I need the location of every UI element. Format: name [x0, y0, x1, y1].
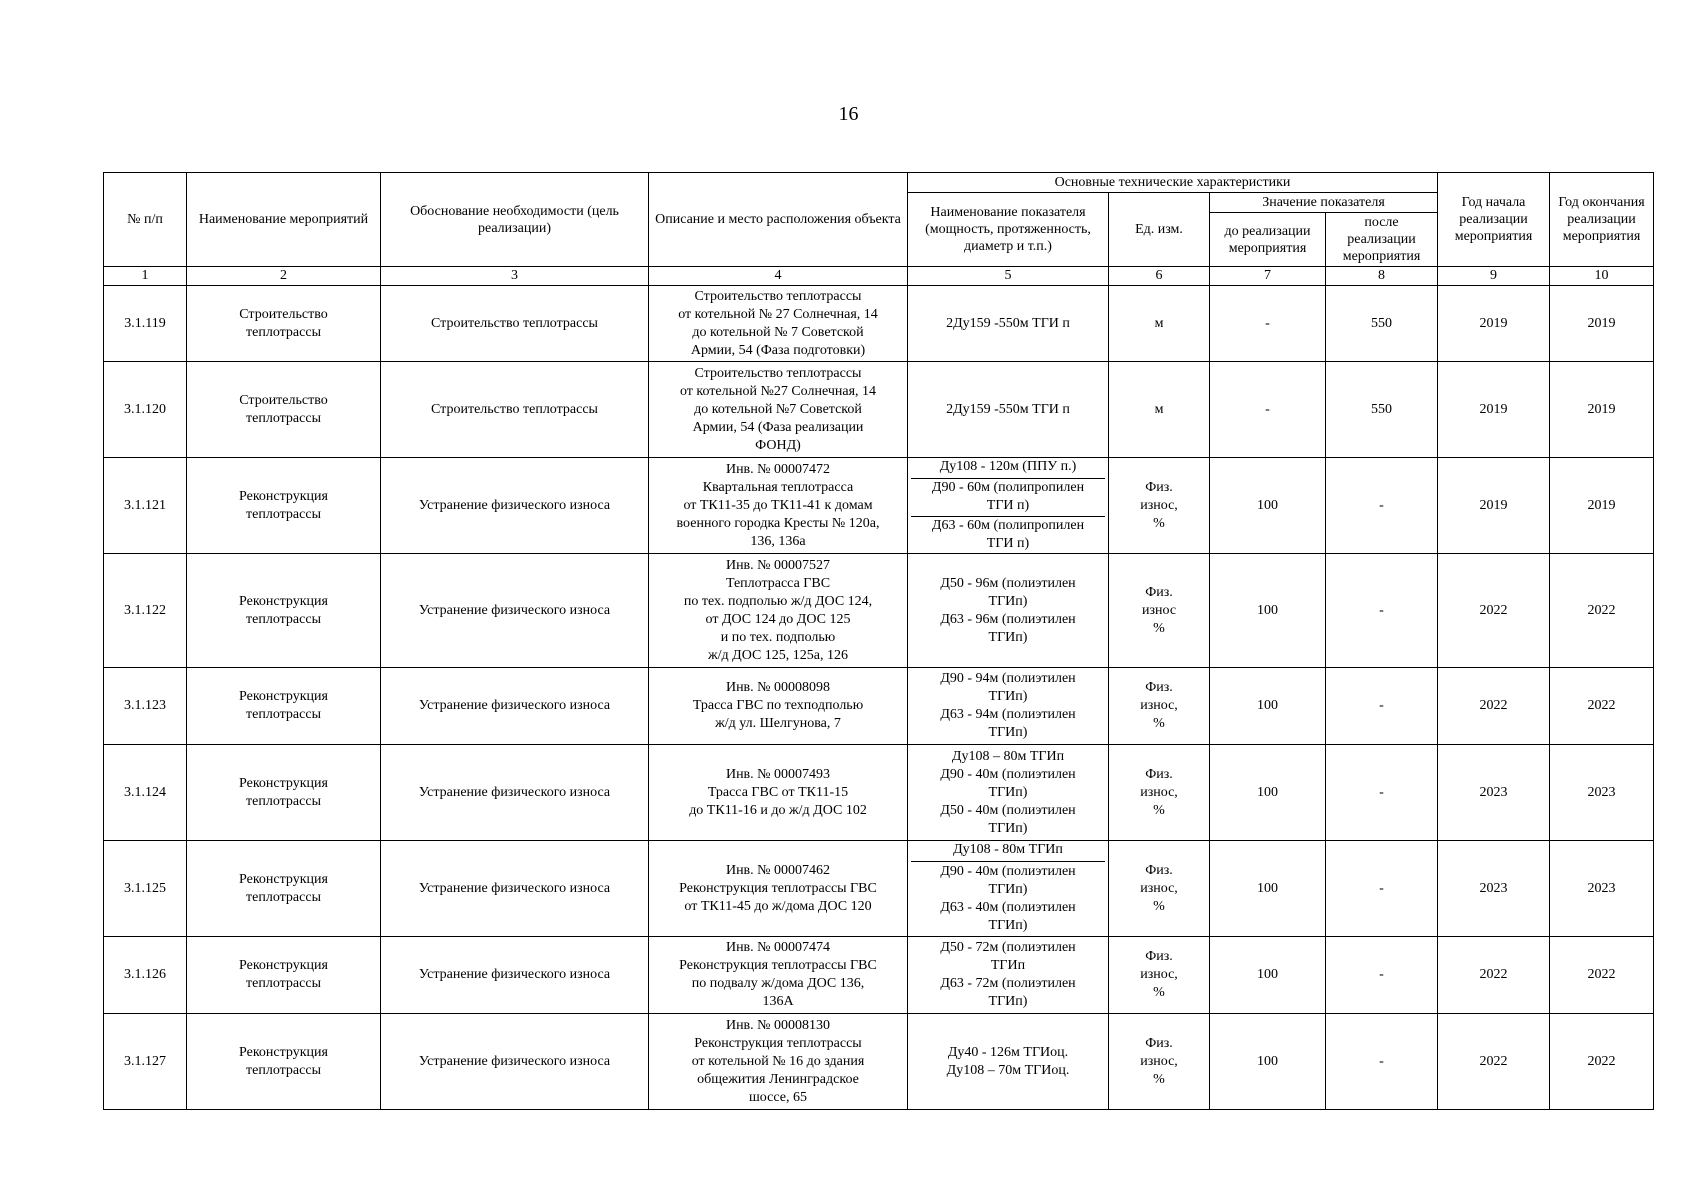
object-description-line: от ДОС 124 до ДОС 125 [705, 611, 851, 627]
param-line: Д63 - 40м (полиэтилен [940, 900, 1076, 915]
unit-line: износ, [1140, 698, 1178, 713]
object-description-line: от котельной № 27 Солнечная, 14 [678, 306, 878, 322]
start-year: 2023 [1438, 841, 1550, 937]
unit-line: % [1153, 515, 1165, 531]
header-reason: Обоснование необходимости (цель реализации) [381, 173, 649, 267]
header-num: № п/п [104, 173, 187, 267]
unit-line: износ, [1140, 880, 1178, 896]
activity-name-line: Реконструкция [239, 871, 328, 887]
object-description-line: Инв. № 00008130 [725, 1017, 831, 1033]
end-year: 2022 [1550, 554, 1654, 668]
object-description [649, 745, 908, 841]
column-number: 2 [187, 267, 381, 286]
unit [1109, 458, 1210, 554]
table-header [104, 173, 1654, 286]
end-year: 2022 [1550, 1014, 1654, 1110]
column-number: 4 [649, 267, 908, 286]
row-number: 3.1.125 [104, 841, 187, 937]
unit [1109, 554, 1210, 668]
param-split [911, 841, 1105, 936]
start-year: 2022 [1438, 554, 1550, 668]
param-name-line: ТГИп) [988, 689, 1028, 704]
activity-reason: Строительство теплотрассы [381, 362, 649, 458]
table-row [104, 745, 1654, 841]
object-description-line: ж/д ул. Шелгунова, 7 [715, 716, 841, 731]
activity-name-line: теплотрассы [246, 707, 321, 722]
object-description-line: Инв. № 00007474 [725, 940, 831, 955]
unit-line: % [1153, 985, 1165, 1000]
object-description-line: по подвалу ж/дома ДОС 136, [691, 976, 865, 991]
param-name-line: Д63 - 94м (полиэтилен [940, 707, 1076, 722]
column-number: 5 [908, 267, 1109, 286]
activity-reason: Устранение физического износа [381, 458, 649, 554]
unit-line: % [1153, 802, 1165, 818]
start-year: 2023 [1438, 745, 1550, 841]
unit-line: м [1154, 315, 1164, 331]
param-name-line: ТГИп) [988, 784, 1028, 800]
activity-name [187, 937, 381, 1014]
unit-line: износ [1141, 602, 1177, 618]
value-after: 550 [1326, 286, 1438, 362]
unit-line: износ, [1140, 1053, 1178, 1069]
param-line: ТГИп) [988, 882, 1028, 897]
value-after: - [1326, 841, 1438, 937]
column-number: 8 [1326, 267, 1438, 286]
header-before: до реализации мероприятия [1210, 213, 1326, 267]
object-description-line: Инв. № 00007493 [725, 766, 831, 782]
object-description-line: 136А [762, 994, 794, 1009]
object-description-line: Армии, 54 (Фаза подготовки) [690, 342, 866, 358]
param-name-line: Ду108 – 70м ТГИоц. [946, 1062, 1070, 1078]
unit-line: % [1153, 620, 1165, 636]
end-year: 2019 [1550, 458, 1654, 554]
activity-name [187, 745, 381, 841]
object-description-line: общежития Ленинградское [697, 1071, 859, 1087]
object-description-line: от ТК11-35 до ТК11-41 к домам [683, 497, 873, 513]
end-year: 2023 [1550, 745, 1654, 841]
header-name: Наименование мероприятий [187, 173, 381, 267]
row-number: 3.1.121 [104, 458, 187, 554]
object-description [649, 668, 908, 745]
param-part [911, 841, 1105, 862]
param-name [908, 937, 1109, 1014]
value-after: - [1326, 554, 1438, 668]
object-description-line: до котельной №7 Советской [694, 401, 862, 417]
activity-name-line: теплотрассы [246, 976, 321, 991]
unit-line: Физ. [1145, 862, 1173, 878]
object-description-line: Инв. № 00007527 [725, 557, 831, 573]
object-description-line: Строительство теплотрассы [694, 365, 862, 381]
activity-reason: Устранение физического износа [381, 668, 649, 745]
param-part [911, 479, 1105, 517]
unit-line: Физ. [1145, 584, 1173, 600]
activity-name [187, 554, 381, 668]
object-description-line: по тех. подполью ж/д ДОС 124, [683, 593, 873, 609]
param-name [908, 745, 1109, 841]
param-name-line: Д50 - 40м (полиэтилен [940, 802, 1076, 818]
unit-line: Физ. [1145, 949, 1173, 964]
value-after: - [1326, 458, 1438, 554]
unit-line: м [1154, 401, 1164, 417]
value-before: 100 [1210, 745, 1326, 841]
unit-line: износ, [1140, 784, 1178, 800]
param-part [911, 862, 1105, 936]
param-name-line: 2Ду159 -550м ТГИ п [946, 401, 1070, 417]
activity-name-line: теплотрассы [246, 889, 321, 905]
header-value-group: Значение показателя [1210, 193, 1438, 213]
activity-reason: Устранение физического износа [381, 554, 649, 668]
param-part [911, 517, 1105, 554]
header-start-year: Год начала реализации мероприятия [1438, 173, 1550, 267]
row-number: 3.1.127 [104, 1014, 187, 1110]
object-description-line: Реконструкция теплотрассы ГВС [679, 880, 877, 896]
unit-line: % [1153, 716, 1165, 731]
object-description-line: Реконструкция теплотрассы ГВС [679, 958, 877, 973]
object-description-line: шоссе, 65 [749, 1089, 807, 1105]
activity-name-line: теплотрассы [246, 410, 321, 426]
value-before: - [1210, 286, 1326, 362]
param-name-line: Ду108 – 80м ТГИп [951, 748, 1065, 764]
column-number: 6 [1109, 267, 1210, 286]
start-year: 2022 [1438, 1014, 1550, 1110]
param-line: ТГИ п) [986, 498, 1030, 514]
header-description: Описание и место расположения объекта [649, 173, 908, 267]
unit-line: % [1153, 898, 1165, 914]
table-row [104, 668, 1654, 745]
row-number: 3.1.122 [104, 554, 187, 668]
start-year: 2022 [1438, 937, 1550, 1014]
column-number-row [104, 267, 1654, 286]
row-number: 3.1.119 [104, 286, 187, 362]
object-description [649, 1014, 908, 1110]
activities-table [103, 172, 1654, 1110]
start-year: 2019 [1438, 458, 1550, 554]
object-description [649, 286, 908, 362]
table-row [104, 1014, 1654, 1110]
activity-reason: Строительство теплотрассы [381, 286, 649, 362]
object-description-line: Строительство теплотрассы [694, 288, 862, 304]
param-line: Д90 - 40м (полиэтилен [940, 864, 1076, 879]
activity-name-line: Строительство [239, 306, 328, 322]
object-description [649, 841, 908, 937]
end-year: 2019 [1550, 362, 1654, 458]
activity-name-line: Реконструкция [239, 689, 328, 704]
activity-reason: Устранение физического износа [381, 1014, 649, 1110]
header-unit: Ед. изм. [1109, 193, 1210, 267]
unit-line: % [1153, 1071, 1165, 1087]
unit [1109, 668, 1210, 745]
activity-name-line: теплотрассы [246, 324, 321, 340]
unit [1109, 362, 1210, 458]
value-before: 100 [1210, 841, 1326, 937]
unit [1109, 286, 1210, 362]
unit-line: Физ. [1145, 766, 1173, 782]
header-after: после реализации мероприятия [1326, 213, 1438, 267]
param-name [908, 458, 1109, 554]
param-name-line: Д50 - 72м (полиэтилен [940, 940, 1076, 955]
value-before: 100 [1210, 668, 1326, 745]
activity-name [187, 668, 381, 745]
object-description-line: от котельной № 16 до здания [691, 1053, 865, 1069]
param-name-line: Ду40 - 126м ТГИоц. [947, 1044, 1069, 1060]
param-name [908, 362, 1109, 458]
param-line: Ду108 - 80м ТГИп [953, 842, 1063, 857]
unit [1109, 841, 1210, 937]
activity-name-line: теплотрассы [246, 506, 321, 522]
object-description-line: Квартальная теплотрасса [702, 479, 854, 495]
row-number: 3.1.123 [104, 668, 187, 745]
unit-line: Физ. [1145, 479, 1173, 495]
object-description [649, 458, 908, 554]
activity-name [187, 458, 381, 554]
header-tech-group: Основные технические характеристики [908, 173, 1438, 193]
table-row [104, 286, 1654, 362]
row-number: 3.1.126 [104, 937, 187, 1014]
param-name-line: 2Ду159 -550м ТГИ п [946, 315, 1070, 331]
param-name-line: ТГИп) [988, 629, 1028, 645]
activity-name-line: Реконструкция [239, 593, 328, 609]
header-param: Наименование показателя (мощность, протяженность, диаметр и т.п.) [908, 193, 1109, 267]
param-name-line: ТГИп) [988, 820, 1028, 836]
object-description-line: военного городка Кресты № 120а, [676, 515, 880, 531]
start-year: 2019 [1438, 362, 1550, 458]
param-name [908, 841, 1109, 937]
value-before: 100 [1210, 937, 1326, 1014]
object-description-line: Армии, 54 (Фаза реализации [692, 419, 864, 435]
object-description-line: от котельной №27 Солнечная, 14 [679, 383, 877, 399]
object-description-line: ФОНД) [755, 437, 801, 453]
value-after: - [1326, 668, 1438, 745]
object-description-line: Инв. № 00007462 [725, 862, 831, 878]
table-row [104, 362, 1654, 458]
activity-name-line: Реконструкция [239, 775, 328, 791]
param-name-line: Д63 - 72м (полиэтилен [940, 976, 1076, 991]
param-name-line: Д50 - 96м (полиэтилен [940, 575, 1076, 591]
object-description-line: Теплотрасса ГВС [725, 575, 831, 591]
object-description-line: Инв. № 00007472 [725, 461, 831, 477]
column-number: 10 [1550, 267, 1654, 286]
object-description [649, 937, 908, 1014]
header-end-year: Год окончания реализации мероприятия [1550, 173, 1654, 267]
object-description-line: Трасса ГВС от ТК11-15 [707, 784, 849, 800]
object-description-line: ж/д ДОС 125, 125а, 126 [707, 647, 849, 663]
unit-line: износ, [1140, 967, 1178, 982]
end-year: 2019 [1550, 286, 1654, 362]
object-description-line: 136, 136а [750, 533, 806, 549]
param-name [908, 286, 1109, 362]
param-name [908, 554, 1109, 668]
param-name-line: Д63 - 96м (полиэтилен [940, 611, 1076, 627]
param-part [911, 458, 1105, 479]
param-line: ТГИ п) [986, 535, 1030, 551]
activity-reason: Устранение физического износа [381, 745, 649, 841]
object-description-line: и по тех. подполью [720, 629, 836, 645]
activity-name [187, 841, 381, 937]
param-line: Д90 - 60м (полипропилен [931, 480, 1085, 496]
value-before: - [1210, 362, 1326, 458]
param-name-line: ТГИп) [988, 725, 1028, 740]
object-description-line: Инв. № 00008098 [725, 680, 831, 695]
param-name-line: ТГИп) [988, 994, 1028, 1009]
object-description-line: до котельной № 7 Советской [692, 324, 864, 340]
value-after: - [1326, 1014, 1438, 1110]
table-row [104, 937, 1654, 1014]
unit-line: износ, [1140, 497, 1178, 513]
end-year: 2022 [1550, 668, 1654, 745]
param-name-line: Д90 - 40м (полиэтилен [940, 766, 1076, 782]
param-name-line: ТГИп) [988, 593, 1028, 609]
start-year: 2019 [1438, 286, 1550, 362]
end-year: 2022 [1550, 937, 1654, 1014]
unit [1109, 937, 1210, 1014]
param-line: Д63 - 60м (полипропилен [931, 517, 1085, 533]
page-number: 16 [838, 103, 859, 125]
row-number: 3.1.124 [104, 745, 187, 841]
column-number: 9 [1438, 267, 1550, 286]
object-description-line: Реконструкция теплотрассы [694, 1035, 862, 1051]
value-before: 100 [1210, 554, 1326, 668]
param-name [908, 1014, 1109, 1110]
param-name-line: Д90 - 94м (полиэтилен [940, 671, 1076, 686]
row-number: 3.1.120 [104, 362, 187, 458]
table-row [104, 458, 1654, 554]
param-split [911, 458, 1105, 553]
table-row [104, 841, 1654, 937]
value-after: - [1326, 937, 1438, 1014]
column-number: 1 [104, 267, 187, 286]
object-description-line: от ТК11-45 до ж/дома ДОС 120 [684, 898, 872, 914]
param-line: ТГИп) [988, 918, 1028, 933]
param-name-line: ТГИп [990, 958, 1026, 973]
unit [1109, 1014, 1210, 1110]
activity-name-line: Реконструкция [239, 958, 328, 973]
param-line: Ду108 - 120м (ППУ п.) [939, 459, 1077, 474]
unit [1109, 745, 1210, 841]
unit-line: Физ. [1145, 680, 1173, 695]
activity-name-line: Строительство [239, 392, 328, 408]
activity-name-line: теплотрассы [246, 793, 321, 809]
activity-name-line: Реконструкция [239, 1044, 328, 1060]
unit-line: Физ. [1145, 1035, 1173, 1051]
activity-reason: Устранение физического износа [381, 937, 649, 1014]
activity-reason: Устранение физического износа [381, 841, 649, 937]
column-number: 7 [1210, 267, 1326, 286]
activity-name-line: Реконструкция [239, 488, 328, 504]
value-after: 550 [1326, 362, 1438, 458]
value-before: 100 [1210, 1014, 1326, 1110]
activity-name-line: теплотрассы [246, 1062, 321, 1078]
table-row [104, 554, 1654, 668]
object-description-line: Трасса ГВС по техподполью [692, 698, 864, 713]
activity-name [187, 362, 381, 458]
column-number: 3 [381, 267, 649, 286]
end-year: 2023 [1550, 841, 1654, 937]
start-year: 2022 [1438, 668, 1550, 745]
value-after: - [1326, 745, 1438, 841]
value-before: 100 [1210, 458, 1326, 554]
object-description [649, 554, 908, 668]
activity-name-line: теплотрассы [246, 611, 321, 627]
object-description [649, 362, 908, 458]
table-body [104, 286, 1654, 1110]
activity-name [187, 286, 381, 362]
activity-name [187, 1014, 381, 1110]
object-description-line: до ТК11-16 и до ж/д ДОС 102 [689, 802, 867, 818]
param-name [908, 668, 1109, 745]
